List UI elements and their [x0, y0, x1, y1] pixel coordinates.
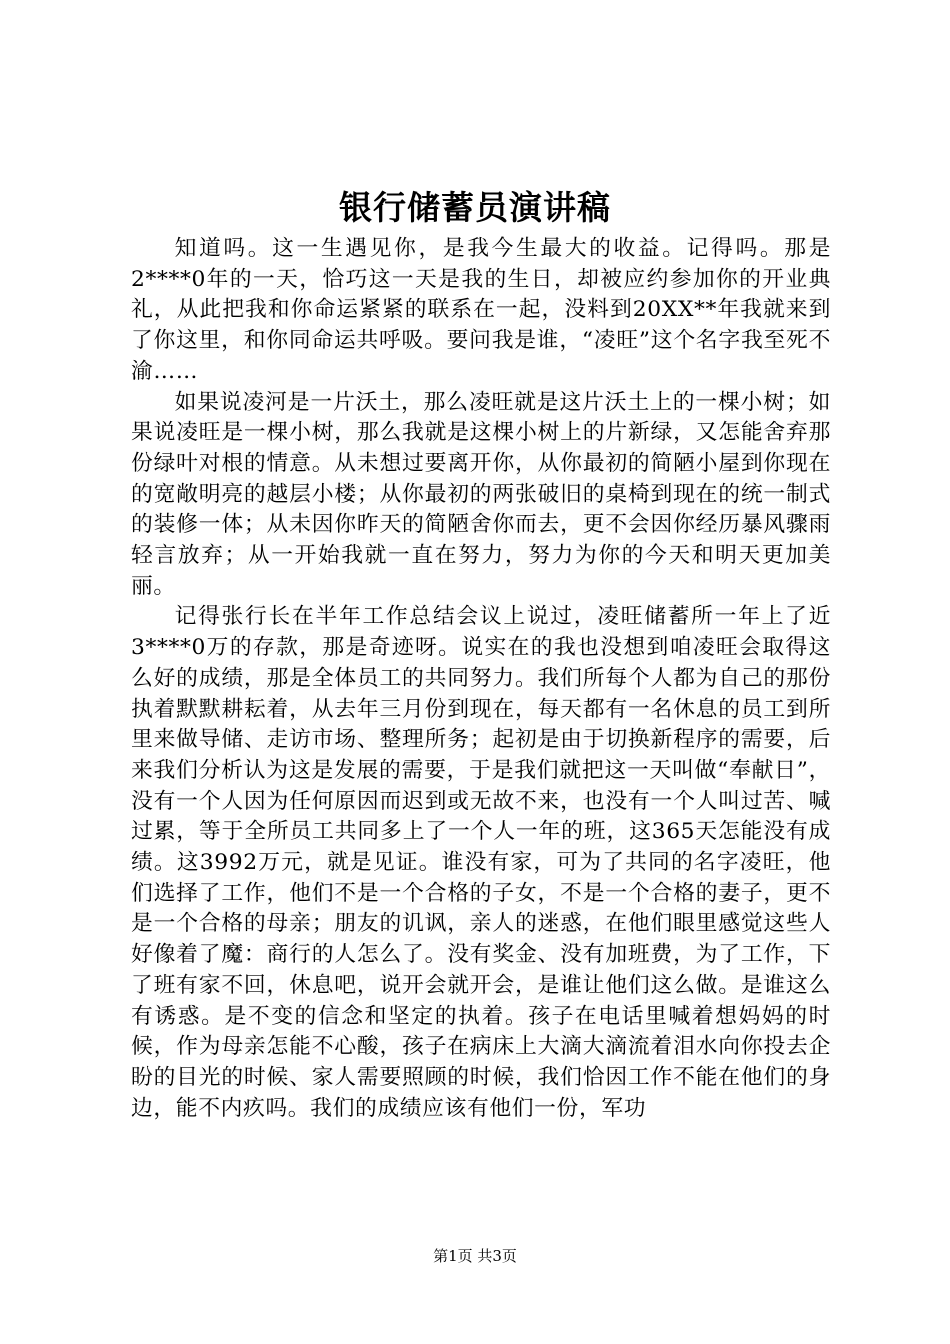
paragraph: 记得张行长在半年工作总结会议上说过，凌旺储蓄所一年上了近3****0万的存款，那是奇迹呀。说实在的我也没想到咱凌旺会取得这么好的成绩，那是全体员工的共同努力。我们所每个人都为自己的那份执着默默耕耘着，从去年三月份到现在，每天都有一名休息的员工到所里来做导储、走访市场、整理所务；起初是由于切换新程序的需要，后来我们分析认为这是发展的需要，于是我们就把这一天叫做“奉献日”，没有一个人因为任何原因而迟到或无故不来，也没有一个人叫过苦、喊过累，等于全所员工共同多上了一个人一年的班，这365天怎能没有成绩。这3992万元，就是见证。谁没有家，可为了共同的名字凌旺，他们选择了工作，他们不是一个合格的子女，不是一个合格的妻子，更不是一个合格的母亲；朋友的讥讽，亲人的迷惑，在他们眼里感觉这些人好像着了魔：商行的人怎么了。没有奖金、没有加班费，为了工作，下了班有家不回，休息吧，说开会就开会，是谁让他们这么做。是谁这么有诱惑。是不变的信念和坚定的执着。孩子在电话里喊着想妈妈的时候，作为母亲怎能不心酸，孩子在病床上大滴大滴流着泪水向你投去企盼的目光的时候、家人需要照顾的时候，我们恰因工作不能在他们的身边，能不内疚吗。我们的成绩应该有他们一份，军功 — [131, 604, 831, 1121]
document-body — [131, 234, 831, 1124]
paragraph: 如果说凌河是一片沃土，那么凌旺就是这片沃土上的一棵小树；如果说凌旺是一棵小树，那么我就是这棵小树上的片新绿，又怎能舍弃那份绿叶对根的情意。从未想过要离开你，从你最初的简陋小屋到你现在的宽敞明亮的越层小楼；从你最初的两张破旧的桌椅到现在的统一制式的装修一体；从未因你昨天的简陋舍你而去，更不会因你经历暴风骤雨轻言放弃；从一开始我就一直在努力，努力为你的今天和明天更加美丽。 — [131, 389, 831, 599]
document-title: 银行储蓄员演讲稿 — [339, 188, 611, 227]
paragraph: 知道吗。这一生遇见你，是我今生最大的收益。记得吗。那是2****0年的一天，恰巧这一天是我的生日，却被应约参加你的开业典礼，从此把我和你命运紧紧的联系在一起，没料到20XX**年我就来到了你这里，和你同命运共呼吸。要问我是谁，“凌旺”这个名字我至死不渝…… — [131, 236, 831, 384]
page-number-label: 第1页 共3页 — [433, 1247, 517, 1265]
page-footer — [0, 1246, 950, 1266]
